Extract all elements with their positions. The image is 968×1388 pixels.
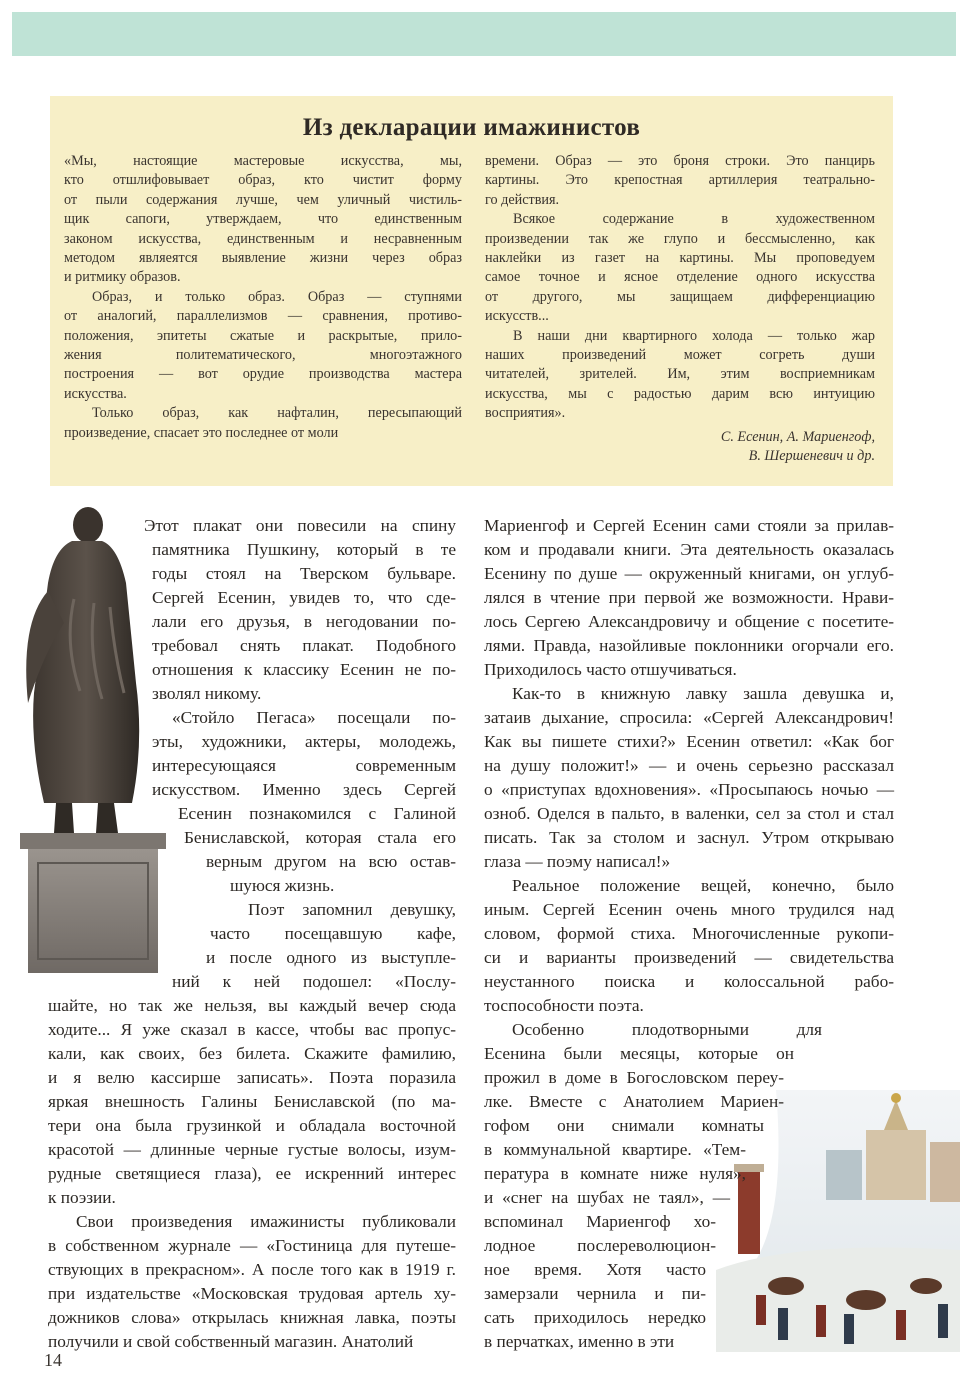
text-line: Мариенгоф и Сергей Есенин сами стояли за прилав- — [484, 516, 894, 535]
text-line: Есенину по душе — окруженный книгами, он углуб- — [484, 564, 894, 583]
text-line: искусства, мы с радостью дарим всю интуицию — [485, 385, 875, 402]
text-line: Образ, и только образ. Образ — ступнями — [92, 288, 462, 305]
text-line: о «приступах вдохновения». «Просыпаюсь ночью — — [484, 780, 894, 799]
text-line: лодное послереволюцион- — [484, 1236, 716, 1255]
text-line: Этот плакат они повесили на спину — [144, 516, 456, 535]
text-line: глаза — поэму написал!» — [484, 852, 671, 871]
text-line: ний к ней подошел: «Послу- — [172, 972, 456, 991]
text-line: методом являеятся выявление жизни через образ — [64, 250, 462, 267]
text-line: си и варианты произведений — свидетельства — [484, 948, 894, 967]
text-line: восприятия». — [485, 405, 566, 422]
text-line: в коммунальной квартире. «Тем- — [484, 1140, 746, 1159]
text-line: ствующих в прекрасном». А после того как в 1919 г. — [48, 1260, 456, 1279]
text-line: построения — вот орудие производства мастера — [64, 366, 462, 383]
text-line: го действия. — [485, 191, 560, 208]
text-line: В наши дни квартирного холода — только жар — [513, 327, 875, 344]
text-line: Как-то в книжную лавку зашла девушка и, — [512, 684, 894, 703]
text-line: жения политематического, многоэтажного — [64, 347, 462, 364]
text-line: прожил в доме в Богословском переу- — [484, 1068, 784, 1087]
declaration-signature — [485, 428, 875, 467]
text-line: «Стойло Пегаса» посещали по- — [172, 708, 456, 727]
text-line: замерзали чернила и пи- — [484, 1284, 706, 1303]
text-line: от аналогий, параллелизмов — сравнения, противо- — [64, 308, 462, 325]
declaration-box — [50, 96, 893, 486]
text-line: лялся в чтение при первой же возможности. Нрави- — [484, 588, 894, 607]
text-line: самое точное и ясное отделение одного искусства — [485, 269, 875, 286]
text-line: в перчатках, именно в эти — [484, 1332, 675, 1351]
text-line: рудные светящиеся глаза), ее искренний интерес — [48, 1164, 456, 1183]
text-line: от пыли содержания лучше, чем уличный чистиль- — [64, 191, 462, 208]
text-line: искусств... — [485, 308, 549, 325]
text-line: Поэт запомнил девушку, — [248, 900, 456, 919]
text-line: наклейки из газет на картины. Мы проповедуем — [485, 250, 875, 267]
text-line: при издательстве «Московская трудовая артель ху- — [48, 1284, 456, 1303]
text-line: лями. Правда, назойливые поклонники огорчали его. — [484, 636, 894, 655]
text-line: отношения к классику Есенин не по- — [152, 660, 456, 679]
text-line: затаив дыхание, спросила: «Сергей Александрович! — [484, 708, 894, 727]
text-line: времени. Образ — это броня строки. Это панцирь — [485, 153, 875, 169]
text-line: Как вы пишете стихи?» Есенин ответил: «Как бог — [484, 732, 894, 751]
text-line: верным другом на всю остав- — [206, 852, 456, 871]
text-line: ком и продавали книги. Эта деятельность оказалась — [484, 540, 894, 559]
text-line: Приходилось часто отшучиваться. — [484, 660, 737, 679]
page-number: 14 — [44, 1350, 62, 1370]
text-line: неустанного поиска и колоссальной рабо- — [484, 972, 894, 991]
text-line: писать. Так за столом и заснул. Утром открываю — [484, 828, 894, 847]
text-line: интересующаяся современным — [152, 756, 456, 775]
text-line: наших произведений может согреть души — [485, 347, 875, 364]
text-line: на душу положит!» — и очень серьезно рассказал — [484, 756, 894, 775]
text-line: Есенин познакомился с Галиной — [178, 804, 456, 823]
text-line: озноб. Оделся в пальто, в валенки, сел за стол и стал — [484, 804, 894, 823]
text-line: картины. Это крепостная артиллерия театрально- — [485, 172, 875, 189]
text-line: тоспособности поэта. — [484, 996, 644, 1015]
text-line: гофом они снимали комнаты — [484, 1116, 764, 1135]
signature-line: С. Есенин, А. Мариенгоф, — [720, 428, 875, 445]
text-line: кто отшлифовывает образ, кто чистит форму — [64, 172, 462, 189]
text-line: памятника Пушкину, который в те — [152, 540, 456, 559]
text-line: Сергей Есенин, увидев то, что сде- — [152, 588, 456, 607]
text-line: Особенно плодотворными для — [512, 1020, 822, 1039]
text-line: и «снег на шубах не таял», — — [484, 1188, 730, 1207]
text-line: словом, формой стиха. Многочисленные рукопи- — [484, 924, 894, 943]
text-line: яркая внешность Галины Бениславской (по ма- — [48, 1092, 456, 1111]
text-line: и я велю кассирше записать». Поэта поразила — [48, 1068, 456, 1087]
text-line: и ритмику образов. — [64, 269, 181, 286]
text-line: читателей, зрителей. Им, этим восприемникам — [485, 366, 875, 383]
article-right-column — [484, 514, 894, 1354]
text-line: шайте, но так же нельзя, вы каждый вечер сюда — [48, 996, 456, 1015]
text-line: тери она была грузинкой и обладала восточной — [48, 1116, 456, 1135]
text-line: от другого, мы защищаем дифференциацию — [485, 288, 875, 305]
text-line: искусством. Именно здесь Сергей — [152, 780, 456, 799]
text-line: иным. Сергей Есенин очень много трудился над — [484, 900, 894, 919]
text-line: положения, эпитеты сжатые и раскрытые, прило- — [64, 327, 462, 344]
text-line: ное время. Хотя часто — [484, 1260, 706, 1279]
text-line: законом искусства, единственным и несравненным — [64, 230, 462, 247]
text-line: часто посещавшую кафе, — [210, 924, 456, 943]
text-line: пература в комнате ниже нуля», — [484, 1164, 746, 1183]
text-line: дожников слова» открылась книжная лавка, поэты — [48, 1308, 456, 1327]
declaration-left-column — [64, 152, 462, 443]
declaration-title: Из декларации имажинистов — [302, 114, 641, 141]
text-line: лали его друзья, в негодовании по- — [152, 612, 456, 631]
text-line: зволял никому. — [152, 684, 262, 703]
text-line: годы стоял на Тверском бульваре. — [152, 564, 456, 583]
text-line: Бениславской, которая стала его — [184, 828, 456, 847]
text-line: произведении так же глупо и бессмысленно, как — [485, 230, 875, 247]
signature-line: В. Шершеневич и др. — [748, 448, 875, 465]
text-line: искусства. — [64, 385, 127, 402]
text-line: и после одного из выступле- — [206, 948, 456, 967]
text-line: Реальное положение вещей, конечно, было — [512, 876, 894, 895]
text-line: лось Сергею Александровичу и общение с посетите- — [484, 612, 894, 631]
text-line: Есенина были месяцы, которые он — [484, 1044, 794, 1063]
text-line: получили и свой собственный магазин. Анатолий — [48, 1332, 414, 1351]
top-color-band — [12, 12, 956, 56]
text-line: Только образ, как нафталин, пересыпающий — [92, 405, 462, 422]
text-line: шуюся жизнь. — [230, 876, 335, 895]
text-line: вспоминал Мариенгоф хо- — [484, 1212, 716, 1231]
text-line: требовал снять плакат. Подобного — [152, 636, 456, 655]
text-line: кали, как своих, без билета. Скажите фамилию, — [48, 1044, 456, 1063]
article-left-column — [48, 514, 456, 1354]
text-line: «Мы, настоящие мастеровые искусства, мы, — [64, 153, 462, 169]
declaration-right-column — [485, 152, 875, 467]
text-line: Всякое содержание в художественном — [513, 211, 875, 228]
text-line: эты, художники, актеры, молодежь, — [152, 732, 456, 751]
text-line: Свои произведения имажинисты публиковали — [76, 1212, 456, 1231]
text-line: к поэзии. — [48, 1188, 116, 1207]
text-line: щик сапоги, утверждаем, что единственным — [64, 211, 462, 228]
text-line: произведение, спасает это последнее от моли — [64, 424, 339, 441]
text-line: сать приходилось нередко — [484, 1308, 706, 1327]
text-line: красотой — длинные черные густые волосы, изум- — [48, 1140, 456, 1159]
text-line: лке. Вместе с Анатолием Мариен- — [484, 1092, 784, 1111]
text-line: ходите... Я уже сказал в кассе, чтобы вас пропус- — [48, 1020, 456, 1039]
text-line: в собственном журнале — «Гостиница для путеше- — [48, 1236, 456, 1255]
